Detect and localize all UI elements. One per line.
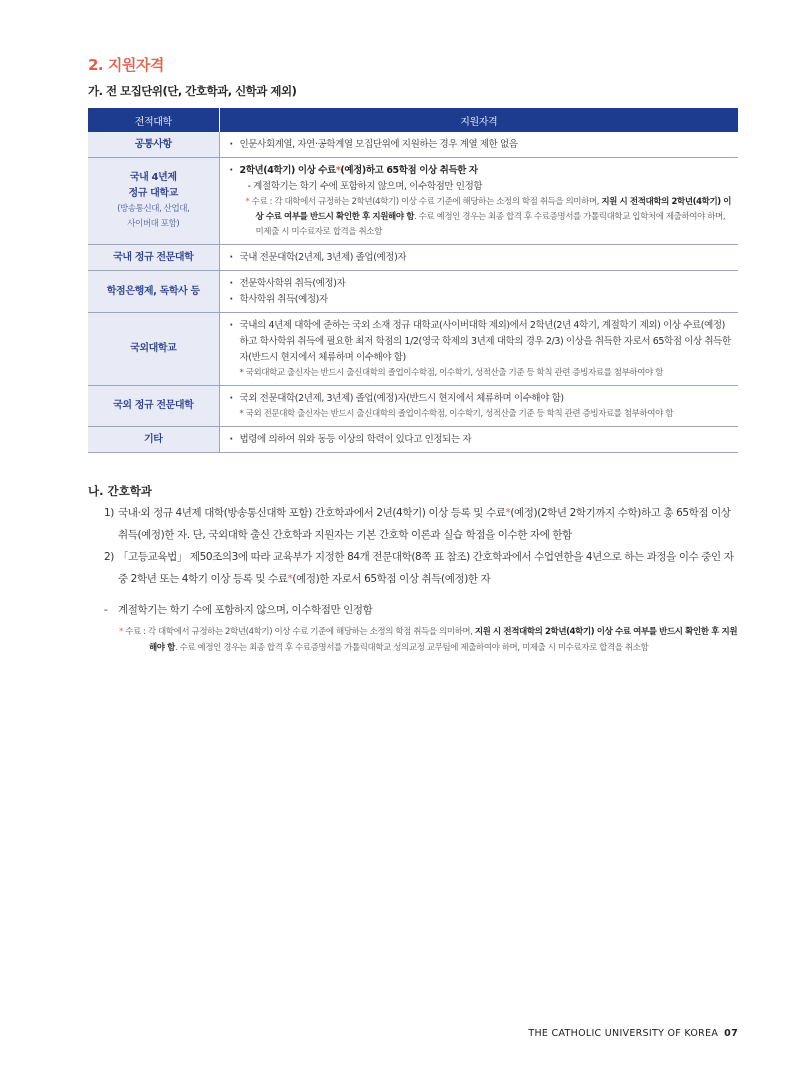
asterisk-mark: * [335, 165, 341, 176]
item-text: 「고등교육법」 제50조의3에 따라 교육부가 지정한 84개 전문대학(8쪽 표 참조) 간호학과에서 수업연한을 4년으로 하는 과정을 이수 중인 자 중 2학년 또는 4학기 이상 등록 및 수료 [118, 551, 734, 585]
note-text: . 수료 예정인 경우는 최종 합격 후 수료증명서를 가톨릭대학교 입학처에 제출하여야 하며, 미제출 시 미수료자로 합격을 취소함 [255, 212, 726, 237]
item-text: 2학년(4학기) 이상 수료 [239, 165, 336, 176]
note-emphasis: 지원 시 전적대학의 2학년(4학기) 이상 수료 여부를 반드시 확인한 후 지원해야 함 [149, 627, 738, 653]
qualification-domestic-college [219, 245, 738, 271]
table-row [88, 427, 738, 453]
dash-item: - 계절학기는 학기 수에 포함하지 않으며, 이수학점만 인정함 [247, 181, 483, 192]
eligibility-table [88, 108, 738, 453]
category-note: (방송통신대, 산업대, [117, 204, 190, 214]
dash-mark: - [104, 604, 108, 616]
qualification-common [219, 132, 738, 158]
nursing-list [88, 502, 740, 590]
qualification-foreign-university [219, 313, 738, 386]
footer-university: THE CATHOLIC UNIVERSITY OF KOREA [528, 1028, 719, 1039]
table-row [88, 245, 738, 271]
list-item: · 학사학위 취득(예정)자 [230, 292, 733, 308]
list-item: · 국내의 4년제 대학에 준하는 국외 소재 정규 대학교(사이버대학 제외)에서 2학년(2년 4학기, 계절학기 제외) 이상 수료(예정)하고 학사학위 취득에 필요한 최저 학점의 1/2(영국 학제의 3년제 대학의 경우 2/3) 이상을 취득한 자로서 65학점 이상 취득한 자(반드시 현지에서 체류하며 이수해야 함) [230, 318, 733, 366]
page-number: 07 [724, 1028, 738, 1039]
dash-text: 계절학기는 학기 수에 포함하지 않으며, 이수학점만 인정함 [118, 604, 373, 616]
category-line: 국내 4년제 [129, 172, 177, 183]
asterisk-mark: * [287, 573, 293, 585]
item-number: 2) [104, 551, 114, 563]
note-emphasis: 지원 시 전적대학의 2학년(4학기) 이상 수료 여부를 반드시 확인한 후 지원해야 함 [255, 197, 732, 222]
nursing-title: 나. 간호학과 [88, 484, 152, 498]
list-item [230, 163, 733, 179]
category-domestic-college: 국내 정규 전문대학 [88, 245, 219, 271]
page-footer [528, 1028, 738, 1039]
category-other: 기타 [88, 427, 219, 453]
item-number: 1) [104, 507, 114, 519]
asterisk-mark: * [245, 197, 250, 207]
sub-title: 가. 전 모집단위(단, 간호학과, 신학과 제외) [88, 84, 297, 98]
list-item: · 전문학사학위 취득(예정)자 [230, 276, 733, 292]
item-text: (예정)(2학년 2학기까지 수학)하고 총 65학점 이상 취득(예정)한 자. 단, 국외대학 출신 간호학과 지원자는 기본 간호학 이론과 실습 학점을 이수한 자에 한함 [118, 507, 731, 541]
note-text: 수료 : 각 대학에서 규정하는 2학년(4학기) 이상 수료 기준에 해당하는 소정의 학점 취득을 의미하며, [249, 197, 602, 207]
section-title: 2. 지원자격 [88, 56, 164, 74]
category-note: 사이버대 포함) [127, 219, 180, 229]
category-domestic-4year [88, 158, 219, 245]
category-foreign-university: 국외대학교 [88, 313, 219, 386]
nursing-notes [88, 600, 740, 656]
list-item: · 인문사회계열, 자연·공학계열 모집단위에 지원하는 경우 계열 제한 없음 [230, 137, 733, 153]
qualification-other [219, 427, 738, 453]
table-header-row [88, 108, 738, 132]
item-text: (예정)하고 65학점 이상 취득한 자 [340, 165, 478, 176]
table-row [88, 271, 738, 313]
footnote [88, 624, 740, 656]
header-school: 전적대학 [88, 108, 219, 132]
footnote: * 국외대학교 출신자는 반드시 출신대학의 졸업이수학점, 이수학기, 성적산출 기준 등 학칙 관련 증빙자료를 첨부하여야 함 [239, 368, 663, 378]
category-foreign-college: 국외 정규 전문대학 [88, 386, 219, 427]
category-common: 공통사항 [88, 132, 219, 158]
note-text: 수료 : 각 대학에서 규정하는 2학년(4학기) 이상 수료 기준에 해당하는 소정의 학점 취득을 의미하며, [122, 627, 475, 637]
category-line: 정규 대학교 [128, 188, 178, 199]
qualification-foreign-college [219, 386, 738, 427]
footnote: * 국외 전문대학 출신자는 반드시 출신대학의 졸업이수학점, 이수학기, 성적산출 기준 등 학칙 관련 증빙자료를 첨부하여야 함 [239, 409, 674, 419]
list-item: · 법령에 의하여 위와 동등 이상의 학력이 있다고 인정되는 자 [230, 432, 733, 448]
item-text: 국내·외 정규 4년제 대학(방송통신대학 포함) 간호학과에서 2년(4학기) 이상 등록 및 수료 [118, 507, 506, 519]
qualification-credit-bank [219, 271, 738, 313]
item-text: (예정)한 자로서 65학점 이상 취득(예정)한 자 [292, 573, 491, 585]
list-item: · 국내 전문대학(2년제, 3년제) 졸업(예정)자 [230, 250, 733, 266]
category-credit-bank: 학점은행제, 독학사 등 [88, 271, 219, 313]
table-row [88, 158, 738, 245]
table-row [88, 313, 738, 386]
qualification-domestic-4year [219, 158, 738, 245]
footnote [230, 195, 733, 240]
header-qualification: 지원자격 [219, 108, 738, 132]
asterisk-mark: * [119, 627, 123, 637]
list-item [88, 502, 740, 546]
list-item [88, 546, 740, 590]
dash-item [88, 600, 740, 620]
asterisk-mark: * [505, 507, 511, 519]
list-item: · 국외 전문대학(2년제, 3년제) 졸업(예정)자(반드시 현지에서 체류하며 이수해야 함) [230, 391, 733, 407]
table-row [88, 386, 738, 427]
note-text: . 수료 예정인 경우는 최종 합격 후 수료증명서를 가톨릭대학교 성의교정 교무팀에 제출하여야 하며, 미제출 시 미수료자로 합격을 취소함 [175, 643, 649, 653]
table-row [88, 132, 738, 158]
